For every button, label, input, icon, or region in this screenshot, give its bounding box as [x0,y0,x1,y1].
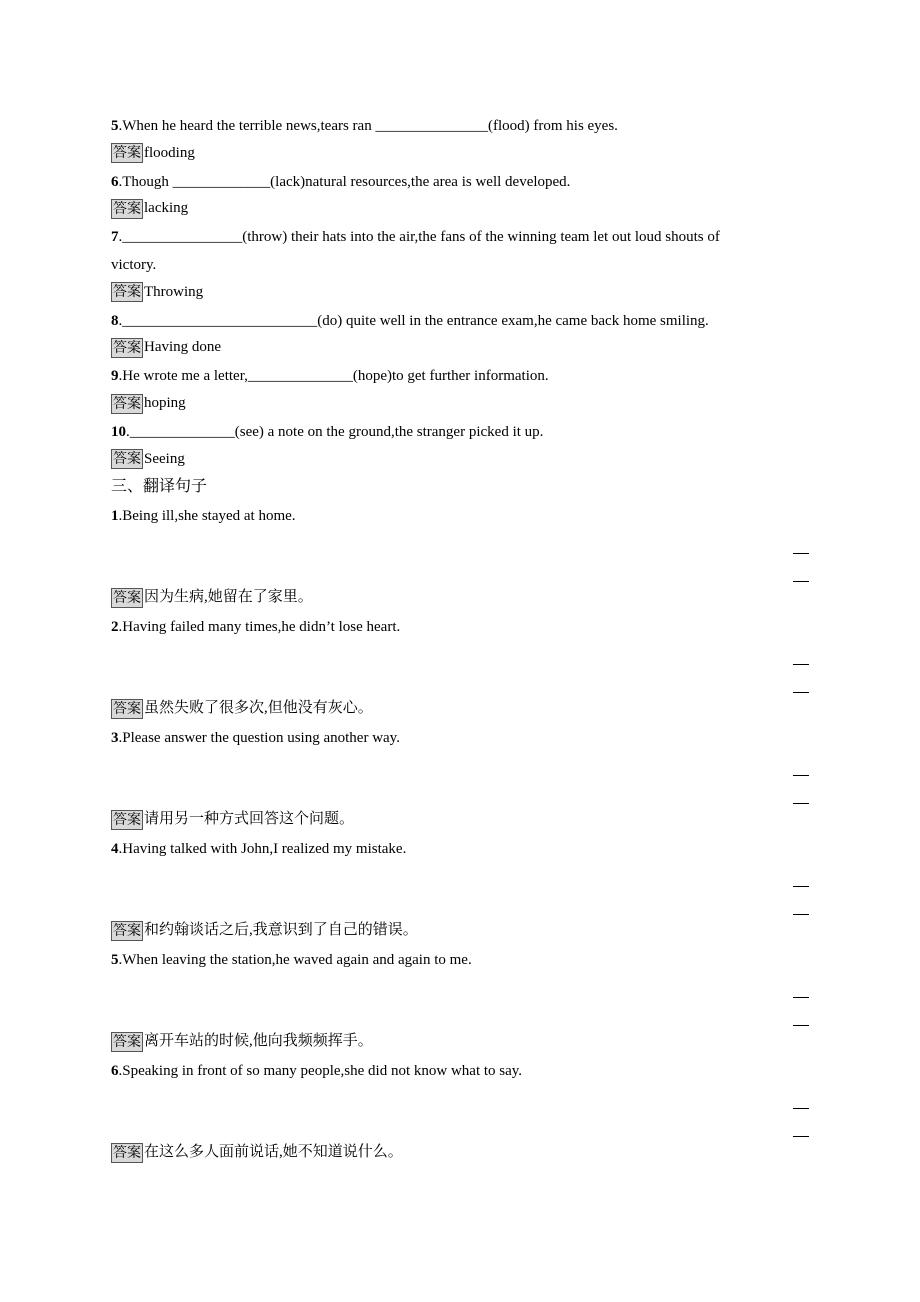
answer-tag: 答案 [113,200,141,217]
answer-blank-line [793,803,809,804]
answer-tag: 答案 [113,1033,141,1050]
answer-blank-line [793,1025,809,1026]
question-line [111,839,406,859]
answer-line [111,393,186,414]
question-line [111,617,400,637]
answer-text: 在这么多人面前说话,她不知道说什么。 [144,1144,403,1160]
question-number: 10 [111,423,126,440]
question-text: .When leaving the station,he waved again and again to me. [118,952,472,968]
answer-line [111,337,221,358]
answer-tag: 答案 [113,339,141,356]
answer-text: flooding [144,144,195,161]
question-text: .__________________________(do) quite well in the entrance exam,he came back home smiling. [118,312,709,329]
question-line [111,728,400,748]
question-text: .Having talked with John,I realized my mistake. [118,841,407,857]
answer-text: 离开车站的时候,他向我频频挥手。 [144,1033,373,1049]
answer-text: 虽然失败了很多次,但他没有灰心。 [144,700,373,716]
question-number: 1 [111,508,119,524]
question-line-continued: victory. [111,257,157,273]
answer-tag: 答案 [113,395,141,412]
answer-blank-line [793,553,809,554]
question-number: 4 [111,841,119,857]
question-line [111,116,618,136]
section-heading: 三、翻译句子 [111,476,208,495]
answer-text: 请用另一种方式回答这个问题。 [144,811,355,827]
answer-tag: 答案 [113,811,141,828]
question-text: .When he heard the terrible news,tears ran _______________(flood) from his eyes. [118,118,618,134]
question-number: 5 [111,118,119,134]
question-text: .He wrote me a letter,______________(hope)to get further information. [118,368,549,385]
question-text: .______________(see) a note on the ground,the stranger picked it up. [126,423,544,440]
question-number: 8 [111,312,119,329]
answer-line [111,587,313,608]
answer-text: Throwing [144,283,204,300]
question-text: .Speaking in front of so many people,she did not know what to say. [118,1063,523,1079]
answer-blank-line [793,664,809,665]
answer-line [111,449,185,470]
answer-line [111,1142,403,1163]
answer-line [111,1031,373,1052]
question-number: 5 [111,952,119,968]
answer-line [111,282,203,303]
answer-tag: 答案 [113,145,141,162]
answer-line [111,143,195,164]
question-text: .Please answer the question using another way. [118,730,400,746]
answer-tag: 答案 [113,589,141,606]
answer-blank-line [793,1136,809,1137]
answer-line [111,920,418,941]
answer-line [111,809,354,830]
question-number: 9 [111,368,119,385]
answer-line [111,698,373,719]
answer-blank-line [793,914,809,915]
answer-text: 和约翰谈话之后,我意识到了自己的错误。 [144,922,418,938]
answer-blank-line [793,775,809,776]
question-number: 7 [111,229,119,246]
question-line [111,506,296,526]
answer-blank-line [793,886,809,887]
answer-blank-line [793,1108,809,1109]
answer-blank-line [793,997,809,998]
question-line [111,950,472,970]
question-number: 3 [111,730,119,746]
question-line [111,172,570,192]
question-text: .Being ill,she stayed at home. [118,508,296,524]
answer-text: hoping [144,395,186,411]
answer-text: lacking [144,200,189,217]
question-text: .Having failed many times,he didn’t lose heart. [118,619,401,635]
answer-tag: 答案 [113,700,141,717]
question-text: .Though _____________(lack)natural resources,the area is well developed. [118,173,571,190]
answer-blank-line [793,581,809,582]
question-line [111,311,709,331]
answer-blank-line [793,692,809,693]
answer-text: Having done [144,339,222,356]
answer-text: 因为生病,她留在了家里。 [144,589,313,605]
answer-tag: 答案 [113,1144,141,1161]
question-number: 2 [111,619,119,635]
question-text: .________________(throw) their hats into the air,the fans of the winning team let out loud shouts of [118,229,720,246]
answer-tag: 答案 [113,451,141,468]
question-line [111,1061,522,1081]
answer-tag: 答案 [113,922,141,939]
answer-tag: 答案 [113,284,141,301]
question-line [111,366,549,386]
question-line [111,227,720,247]
question-line [111,422,543,442]
question-number: 6 [111,173,119,190]
answer-line [111,198,188,219]
answer-text: Seeing [144,450,185,467]
question-number: 6 [111,1063,119,1079]
